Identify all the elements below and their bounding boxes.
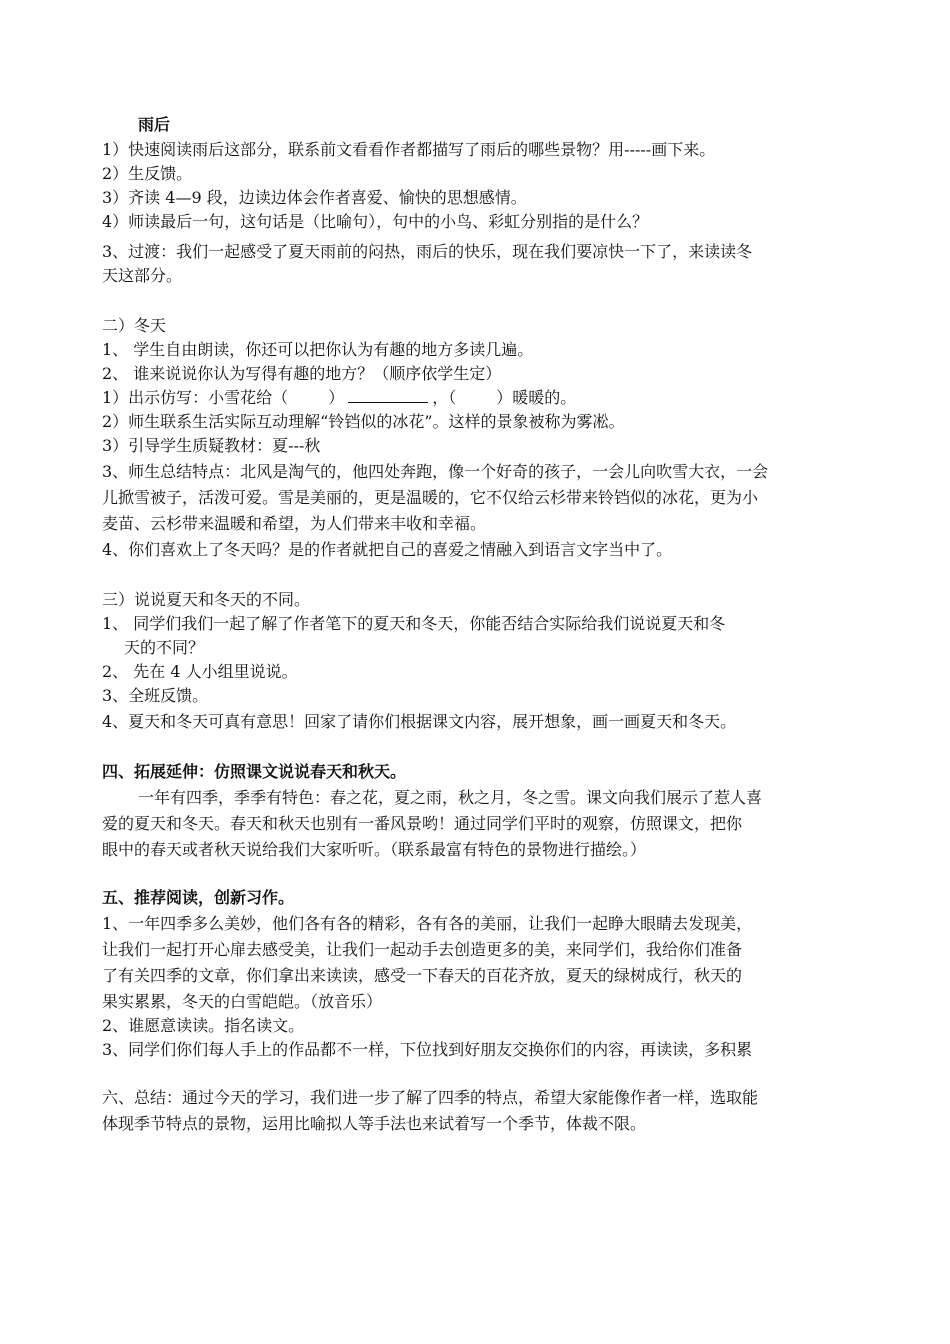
imitation-part: ）暖暖的。 [496, 388, 577, 407]
text-line: 2、 先在 4 人小组里说说。 [102, 662, 298, 681]
text-line: 4）师读最后一句，这句话是（比喻句），句中的小鸟、彩虹分别指的是什么？ [102, 212, 649, 231]
underline-blank [348, 388, 428, 403]
text-line: 3）引导学生质疑教材：夏---秋 [102, 436, 321, 455]
summary-line: 六、总结：通过今天的学习，我们进一步了解了四季的特点，希望大家能像作者一样，选取能 [102, 1088, 759, 1107]
heading-difference: 三）说说夏天和冬天的不同。 [102, 590, 311, 609]
text-line: 3、同学们你们每人手上的作品都不一样，下位找到好朋友交换你们的内容，再读读，多积累 [102, 1040, 753, 1059]
text-line: 一年有四季，季季有特色：春之花，夏之雨，秋之月，冬之雪。课文向我们展示了惹人喜 [138, 788, 763, 807]
text-line: 1）快速阅读雨后这部分，联系前文看看作者都描写了雨后的哪些景物？用-----画下来。 [102, 140, 716, 159]
text-line: 1、一年四季多么美妙，他们各有各的精彩，各有各的美丽，让我们一起睁大眼睛去发现美， [102, 914, 753, 933]
text-line: 果实累累，冬天的白雪皑皑。（放音乐） [102, 992, 383, 1011]
imitation-part: ） [328, 388, 345, 407]
text-line: 儿掀雪被子，活泼可爱。雪是美丽的，更是温暖的，它不仅给云杉带来铃铛似的冰花，更为小 [102, 488, 759, 507]
text-line: 4、夏天和冬天可真有意思！回家了请你们根据课文内容，展开想象，画一画夏天和冬天。 [102, 712, 737, 731]
text-line: 3、师生总结特点：北风是淘气的，他四处奔跑，像一个好奇的孩子，一会儿向吹雪大衣，一会 [102, 462, 769, 481]
imitation-part: 1）出示仿写：小雪花给（ [102, 388, 289, 407]
heading-winter: 二）冬天 [102, 316, 167, 335]
heading-yuhou: 雨后 [138, 115, 171, 134]
text-line: 让我们一起打开心扉去感受美，让我们一起动手去创造更多的美，来同学们，我给你们准备 [102, 940, 743, 959]
heading-reading: 五、推荐阅读，创新习作。 [102, 888, 295, 907]
text-line: 1、 学生自由朗读，你还可以把你认为有趣的地方多读几遍。 [102, 340, 534, 359]
summary-line: 体现季节特点的景物，运用比喻拟人等手法也来试着写一个季节，体裁不限。 [102, 1114, 647, 1133]
text-line: 3、全班反馈。 [102, 686, 209, 705]
text-line: 了有关四季的文章，你们拿出来读读，感受一下春天的百花齐放，夏天的绿树成行，秋天的 [102, 966, 743, 985]
text-line: 爱的夏天和冬天。春天和秋天也别有一番风景哟！通过同学们平时的观察，仿照课文，把你 [102, 814, 743, 833]
text-line: 3、过渡：我们一起感受了夏天雨前的闷热，雨后的快乐，现在我们要凉快一下了，来读读冬 [102, 242, 753, 261]
text-line: 2）师生联系生活实际互动理解“铃铛似的冰花”。这样的景象被称为雾凇。 [102, 412, 625, 431]
text-line: 眼中的春天或者秋天说给我们大家听听。（联系最富有特色的景物进行描绘。） [102, 840, 647, 859]
text-line: 3）齐读 4—9 段，边读边体会作者喜爱、愉快的思想感情。 [102, 188, 527, 207]
text-line: 4、你们喜欢上了冬天吗？是的作者就把自己的喜爱之情融入到语言文字当中了。 [102, 540, 673, 559]
imitation-part: ，（ [432, 388, 457, 407]
text-line: 2、 谁来说说你认为写得有趣的地方？（顺序依学生定） [102, 364, 502, 383]
heading-extension: 四、拓展延伸：仿照课文说说春天和秋天。 [102, 762, 407, 781]
text-line: 麦苗、云杉带来温暖和希望，为人们带来丰收和幸福。 [102, 514, 487, 533]
imitation-line [102, 386, 862, 410]
text-line: 1、 同学们我们一起了解了作者笔下的夏天和冬天，你能否结合实际给我们说说夏天和冬 [102, 614, 726, 633]
text-line: 天的不同？ [124, 638, 205, 657]
text-line: 2、谁愿意读读。指名读文。 [102, 1016, 305, 1035]
text-line: 天这部分。 [102, 266, 183, 285]
text-line: 2）生反馈。 [102, 164, 193, 183]
